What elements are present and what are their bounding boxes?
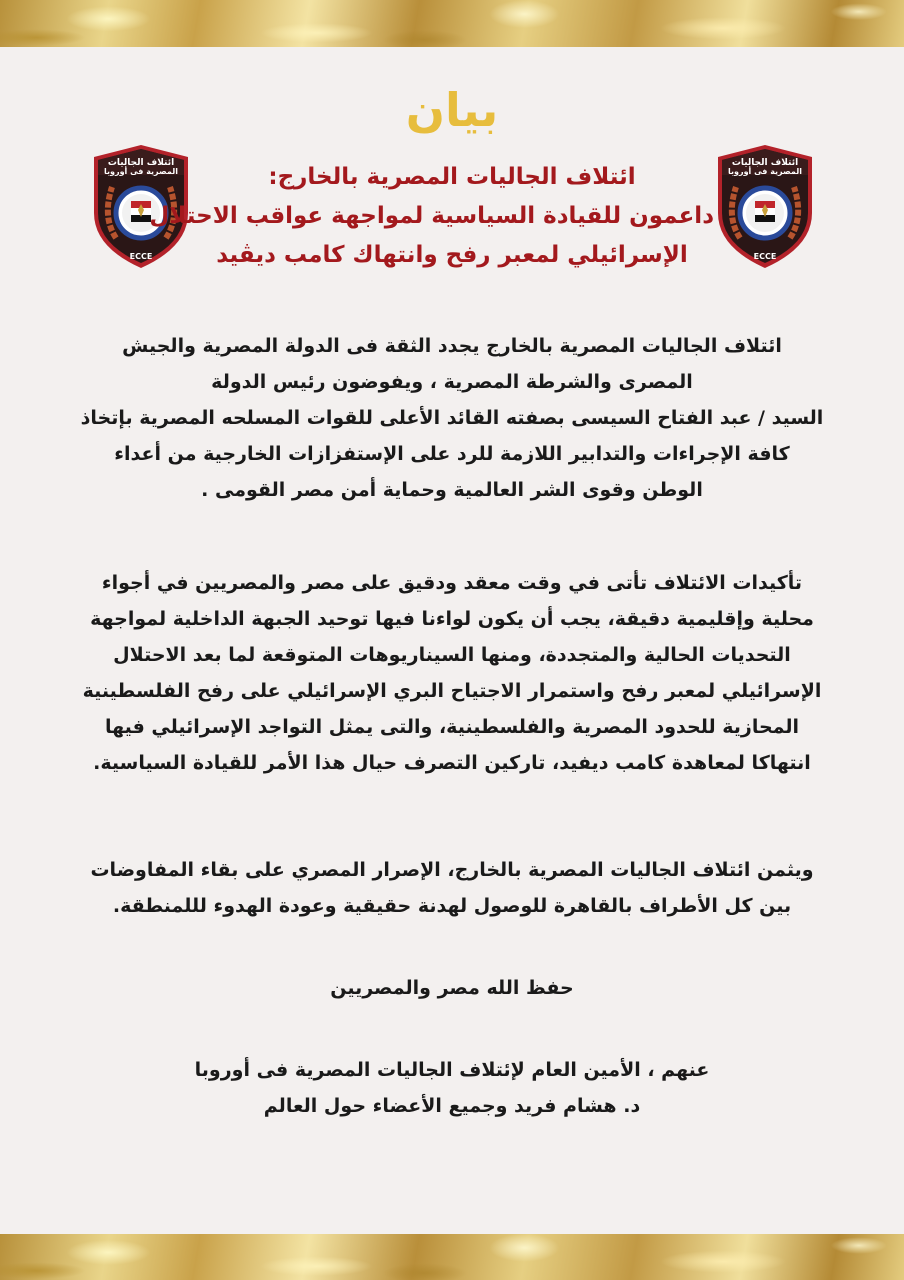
subtitle-line: داعمون للقيادة السياسية لمواجهة عواقب الاحتلال	[149, 203, 714, 229]
subtitle-line: الإسرائيلي لمعبر رفح وانتهاك كامب ديڤيد	[216, 242, 688, 268]
text-line: محلية وإقليمية دقيقة، يجب أن يكون لواءنا فيها توحيد الجبهة الداخلية لمواجهة	[90, 608, 814, 630]
text-line: تأكيدات الائتلاف تأتى في وقت معقد ودقيق على مصر والمصريين في أجواء	[101, 572, 803, 594]
ecce-shield-icon	[710, 143, 820, 271]
paragraph-confidence	[56, 328, 848, 508]
closing-prayer	[56, 970, 848, 1006]
logo-top-text-1: ائتلاف الجاليات	[107, 158, 175, 168]
text-line: بين كل الأطراف بالقاهرة للوصول لهدنة حقيقية وعودة الهدوء لللمنطقة.	[112, 895, 792, 917]
text-line: عنهم ، الأمين العام لإئتلاف الجاليات المصرية فى أوروبا	[194, 1059, 710, 1081]
logo-top-text-1: ائتلاف الجاليات	[731, 158, 799, 168]
text-line: انتهاكا لمعاهدة كامب ديفيد، تاركين التصرف حيال هذا الأمر للقيادة السياسية.	[93, 752, 811, 774]
text-line: التحديات الحالية والمتجددة، ومنها السيناريوهات المتوقعة لما بعد الاحتلال	[113, 644, 791, 666]
text-line: الوطن وقوى الشر العالمية وحماية أمن مصر القومى .	[201, 479, 703, 501]
gold-border-bottom	[0, 1234, 904, 1280]
logo-acronym: ECCE	[129, 252, 153, 261]
text-line: حفظ الله مصر والمصريين	[330, 977, 574, 999]
text-line: د. هشام فريد وجميع الأعضاء حول العالم	[263, 1095, 641, 1117]
subtitle-line: ائتلاف الجاليات المصرية بالخارج:	[268, 164, 636, 190]
text-line: ائتلاف الجاليات المصرية بالخارج يجدد الثقة فى الدولة المصرية والجيش	[122, 335, 782, 357]
logo-acronym: ECCE	[753, 252, 777, 261]
signature-block	[56, 1052, 848, 1124]
logo-top-text-2: المصرية فى أوروبا	[727, 167, 803, 176]
logo-top-text-2: المصرية فى أوروبا	[103, 167, 179, 176]
paragraph-negotiations	[56, 852, 848, 924]
statement-subtitle	[149, 158, 714, 275]
text-line: ويثمن ائتلاف الجاليات المصرية بالخارج، الإصرار المصري على بقاء المفاوضات	[90, 859, 814, 881]
text-line: كافة الإجراءات والتدابير اللازمة للرد على الإستفزازات الخارجية من أعداء	[114, 443, 790, 465]
text-line: المصرى والشرطة المصرية ، ويفوضون رئيس الدولة	[211, 371, 693, 393]
text-line: الإسرائيلي لمعبر رفح واستمرار الاجتياح البري الإسرائيلي على رفح الفلسطينية	[82, 680, 822, 702]
paragraph-affirmations	[56, 565, 848, 781]
page-title: بيان	[405, 83, 499, 137]
text-line: السيد / عبد الفتاح السيسى بصفته القائد الأعلى للقوات المسلحه المصرية بإتخاذ	[80, 407, 824, 429]
text-line: المحازية للحدود المصرية والفلسطينية، والتى يمثل التواجد الإسرائيلي فيها	[104, 716, 800, 738]
gold-border-top	[0, 0, 904, 47]
ecce-logo-right	[710, 143, 820, 271]
